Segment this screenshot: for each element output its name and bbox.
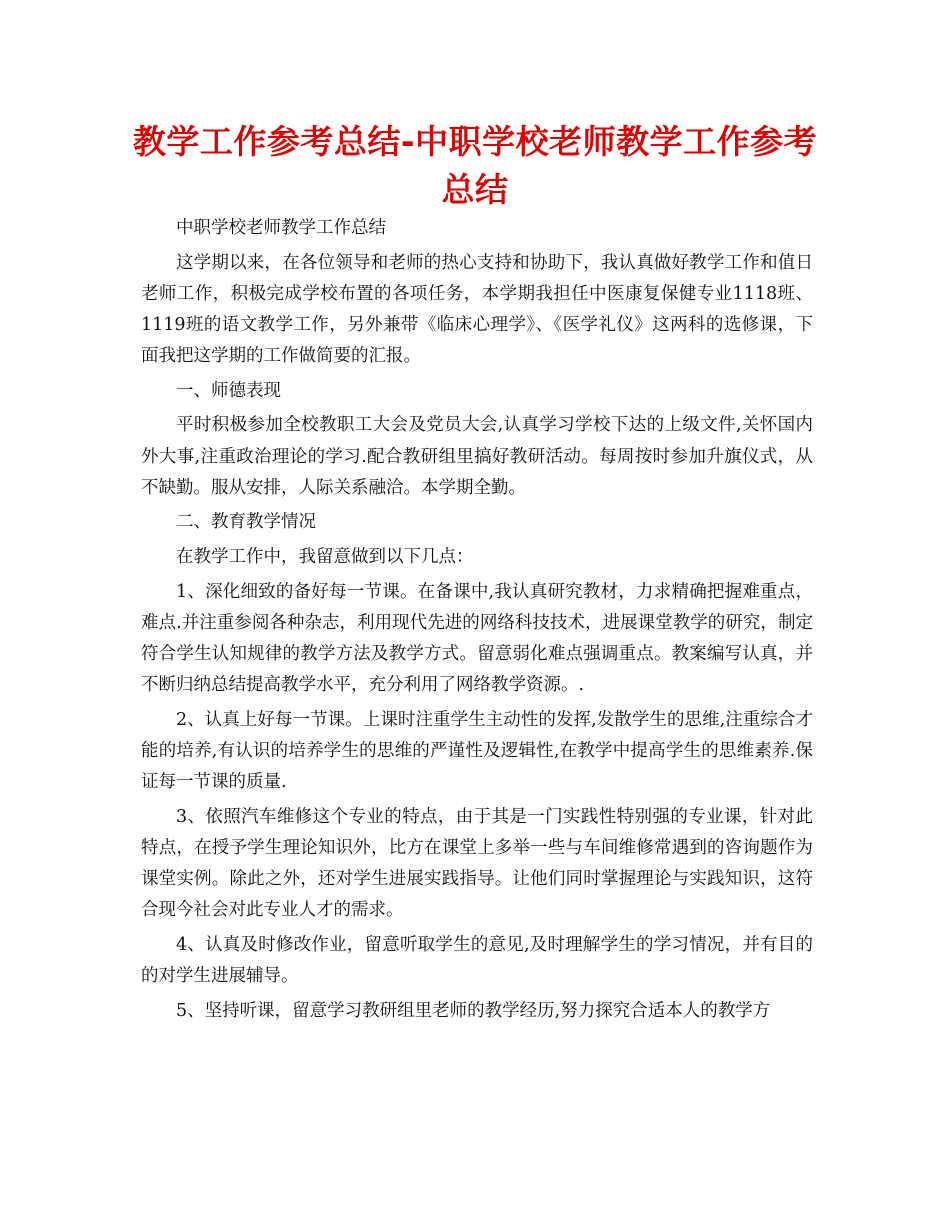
paragraph-teaching-intro: 在教学工作中，我留意做到以下几点： (176, 546, 474, 567)
paragraph-subtitle: 中职学校老师教学工作总结 (176, 218, 386, 238)
section-heading-teaching: 二、教育教学情况 (176, 512, 316, 533)
paragraph-item-4: 4、认真及时修改作业，留意听取学生的意见,及时理解学生的学习情况，并有目的的对学生进展辅导。 (141, 934, 813, 987)
paragraph-item-1: 1、深化细致的备好每一节课。在备课中,我认真研究教材，力求精确把握难重点，难点.并注重参阅各种杂志，利用现代先进的网络科技技术，进展课堂教学的研究，制定符合学生认知规律的教学方法及教学方式。留意弱化难点强调重点。教案编写认真，并不断归纳总结提高教学水平，充分利用了网络教学资源。. (141, 581, 813, 696)
paragraph-intro: 这学期以来，在各位领导和老师的热心支持和协助下，我认真做好教学工作和值日老师工作，积极完成学校布置的各项任务，本学期我担任中医康复保健专业1118班、1119班的语文教学工作，另外兼带《临床心理学》、《医学礼仪》这两科的选修课，下面我把这学期的工作做简要的汇报。 (141, 252, 813, 367)
document-body (141, 213, 813, 1030)
paragraph-item-5: 5、坚持听课，留意学习教研组里老师的教学经历,努力探究合适本人的教学方 (176, 1000, 771, 1021)
section-heading-ethics: 一、师德表现 (176, 380, 281, 401)
document-title: 教学工作参考总结-中职学校老师教学工作参考总结 (132, 122, 818, 209)
paragraph-item-3: 3、依照汽车维修这个专业的特点，由于其是一门实践性特别强的专业课，针对此特点，在授予学生理论知识外，比方在课堂上多举一些与车间维修常遇到的咨询题作为课堂实例。除此之外，还对学生进展实践指导。让他们同时掌握理论与实践知识，这符合现今社会对此专业人才的需求。 (141, 806, 813, 921)
paragraph-item-2: 2、认真上好每一节课。上课时注重学生主动性的发挥,发散学生的思维,注重综合才能的培养,有认识的培养学生的思维的严谨性及逻辑性,在教学中提高学生的思维素养.保证每一节课的质量. (141, 709, 813, 793)
paragraph-ethics: 平时积极参加全校教职工大会及党员大会,认真学习学校下达的上级文件,关怀国内外大事,注重政治理论的学习.配合教研组里搞好教研活动。每周按时参加升旗仪式，从不缺勤。服从安排，人际关系融洽。本学期全勤。 (141, 415, 813, 498)
